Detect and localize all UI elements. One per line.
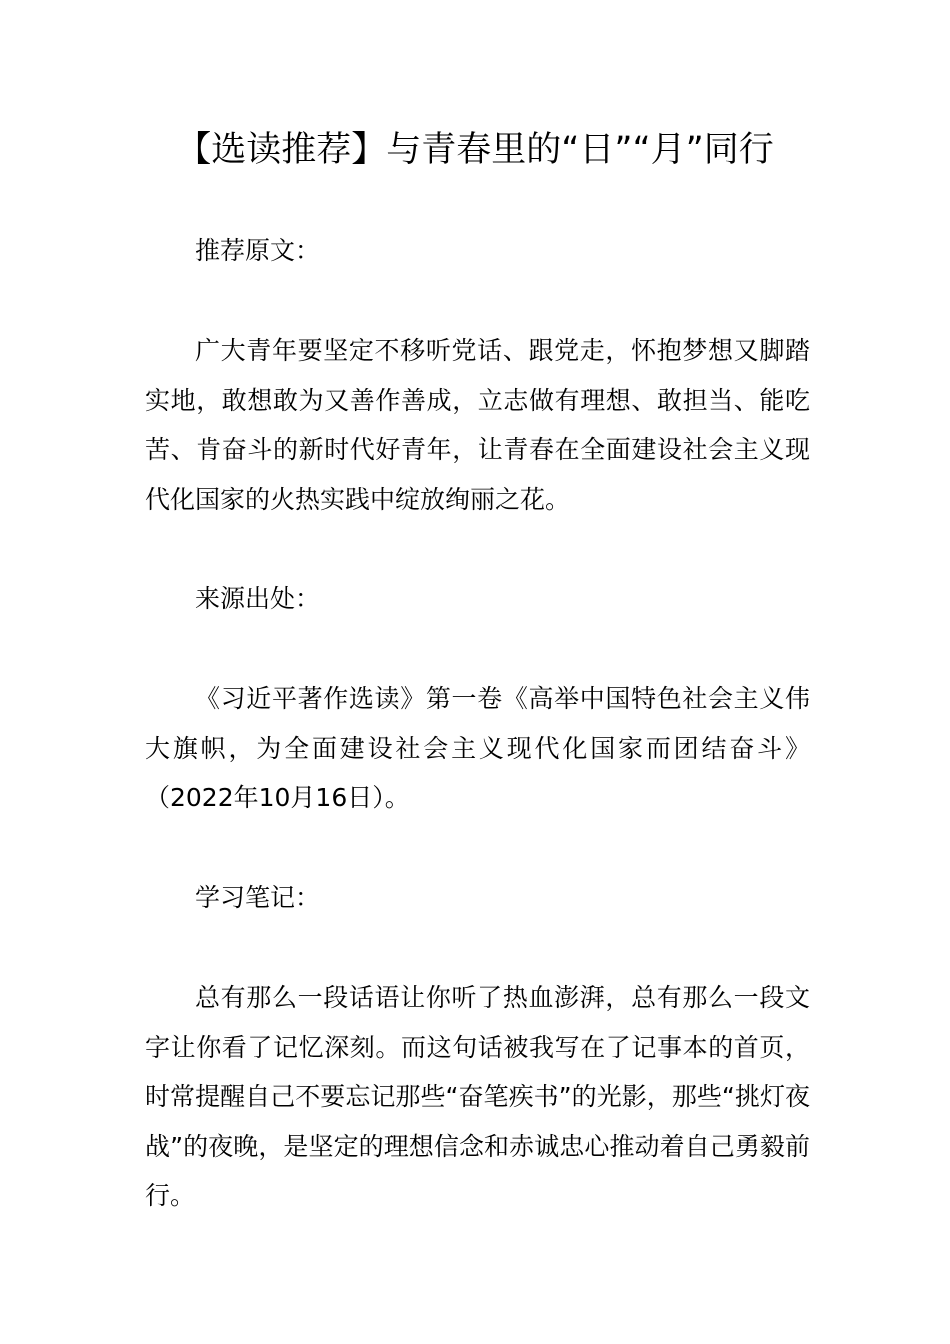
section-label-original-text: 推荐原文：: [195, 236, 321, 265]
section-paragraph-original-text: 广大青年要坚定不移听党话、跟党走，怀抱梦想又脚踏实地，敢想敢为又善作善成，立志做有理想、敢担当、能吃苦、肯奋斗的新时代好青年，让青春在全面建设社会主义现代化国家的火热实践中绽放绚丽之花。: [145, 336, 810, 514]
section-paragraph-source: 《习近平著作选读》第一卷《高举中国特色社会主义伟大旗帜，为全面建设社会主义现代化国家而团结奋斗》（2022年10月16日）。: [145, 684, 810, 812]
section-paragraph-study-notes: 总有那么一段话语让你听了热血澎湃，总有那么一段文字让你看了记忆深刻。而这句话被我写在了记事本的首页，时常提醒自己不要忘记那些“奋笔疾书”的光影，那些“挑灯夜战”的夜晚，是坚定的理想信念和赤诚忠心推动着自己勇毅前行。: [145, 983, 810, 1210]
section-label-source: 来源出处：: [195, 584, 321, 613]
section-label-study-notes: 学习笔记：: [195, 883, 321, 912]
document-title: 【选读推荐】与青春里的“日”“月”同行: [176, 130, 774, 170]
